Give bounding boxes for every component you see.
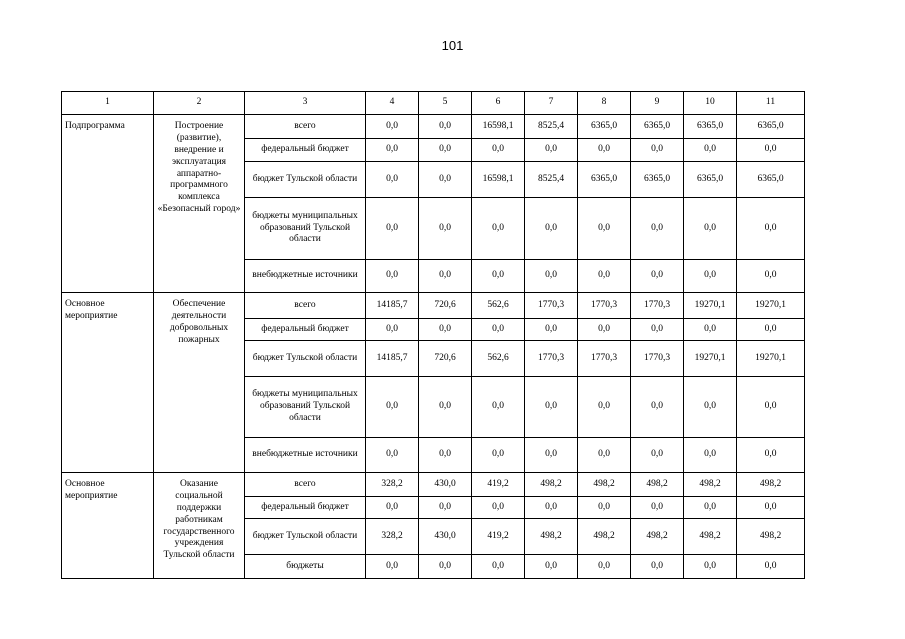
table-row [62, 473, 805, 497]
funding-source-cell: внебюджетные источники [245, 438, 366, 473]
value-cell: 720,6 [419, 293, 472, 319]
value-cell: 0,0 [472, 319, 525, 341]
value-cell: 498,2 [525, 473, 578, 497]
value-cell: 430,0 [419, 519, 472, 555]
column-header: 4 [366, 92, 419, 115]
value-cell: 0,0 [472, 377, 525, 438]
value-cell: 0,0 [578, 319, 631, 341]
value-cell: 0,0 [525, 377, 578, 438]
value-cell: 6365,0 [578, 162, 631, 198]
value-cell: 562,6 [472, 293, 525, 319]
value-cell: 16598,1 [472, 115, 525, 139]
value-cell: 0,0 [737, 377, 805, 438]
value-cell: 328,2 [366, 519, 419, 555]
value-cell: 1770,3 [578, 293, 631, 319]
column-header: 11 [737, 92, 805, 115]
funding-source-cell: внебюджетные источники [245, 260, 366, 293]
funding-source-cell: всего [245, 293, 366, 319]
table-header-row [62, 92, 805, 115]
value-cell: 1770,3 [525, 293, 578, 319]
value-cell: 0,0 [684, 377, 737, 438]
value-cell: 16598,1 [472, 162, 525, 198]
value-cell: 0,0 [419, 198, 472, 260]
column-header: 7 [525, 92, 578, 115]
value-cell: 0,0 [631, 139, 684, 162]
value-cell: 0,0 [631, 319, 684, 341]
value-cell: 0,0 [472, 198, 525, 260]
value-cell: 0,0 [684, 198, 737, 260]
funding-source-cell: бюджеты муниципальных образований Тульской области [245, 198, 366, 260]
funding-source-cell: бюджеты муниципальных образований Тульской области [245, 377, 366, 438]
value-cell: 0,0 [684, 438, 737, 473]
funding-source-cell: федеральный бюджет [245, 497, 366, 519]
value-cell: 328,2 [366, 473, 419, 497]
value-cell: 1770,3 [578, 341, 631, 377]
value-cell: 0,0 [737, 198, 805, 260]
value-cell: 8525,4 [525, 162, 578, 198]
value-cell: 0,0 [578, 497, 631, 519]
value-cell: 498,2 [684, 519, 737, 555]
value-cell: 498,2 [737, 519, 805, 555]
funding-source-cell: бюджет Тульской области [245, 341, 366, 377]
value-cell: 430,0 [419, 473, 472, 497]
value-cell: 0,0 [578, 377, 631, 438]
value-cell: 498,2 [578, 519, 631, 555]
value-cell: 0,0 [472, 260, 525, 293]
value-cell: 14185,7 [366, 293, 419, 319]
program-type-cell: Подпрограмма [62, 115, 154, 293]
value-cell: 720,6 [419, 341, 472, 377]
funding-source-cell: всего [245, 473, 366, 497]
value-cell: 1770,3 [631, 341, 684, 377]
value-cell: 498,2 [737, 473, 805, 497]
value-cell: 0,0 [366, 497, 419, 519]
value-cell: 0,0 [419, 260, 472, 293]
value-cell: 19270,1 [684, 293, 737, 319]
value-cell: 0,0 [419, 319, 472, 341]
value-cell: 0,0 [419, 497, 472, 519]
value-cell: 0,0 [525, 438, 578, 473]
value-cell: 498,2 [631, 473, 684, 497]
value-cell: 0,0 [578, 139, 631, 162]
value-cell: 0,0 [472, 139, 525, 162]
value-cell: 0,0 [472, 555, 525, 579]
value-cell: 0,0 [684, 555, 737, 579]
value-cell: 0,0 [737, 139, 805, 162]
value-cell: 1770,3 [525, 341, 578, 377]
table-row [62, 293, 805, 319]
value-cell: 6365,0 [684, 115, 737, 139]
value-cell: 0,0 [684, 139, 737, 162]
funding-source-cell: бюджет Тульской области [245, 519, 366, 555]
page-number: 101 [441, 38, 464, 53]
value-cell: 6365,0 [631, 115, 684, 139]
value-cell: 19270,1 [737, 341, 805, 377]
budget-table [61, 91, 805, 579]
value-cell: 19270,1 [684, 341, 737, 377]
value-cell: 0,0 [419, 377, 472, 438]
funding-source-cell: бюджеты [245, 555, 366, 579]
value-cell: 19270,1 [737, 293, 805, 319]
value-cell: 6365,0 [578, 115, 631, 139]
program-type-cell: Основное мероприятие [62, 293, 154, 473]
program-name-cell: Оказание социальной поддержки работникам государственного учреждения Тульской области [154, 473, 245, 579]
value-cell: 0,0 [366, 139, 419, 162]
program-name-cell: Обеспечение деятельности добровольных пожарных [154, 293, 245, 473]
value-cell: 0,0 [737, 555, 805, 579]
value-cell: 0,0 [631, 497, 684, 519]
value-cell: 0,0 [631, 198, 684, 260]
value-cell: 0,0 [525, 198, 578, 260]
column-header: 6 [472, 92, 525, 115]
funding-source-cell: федеральный бюджет [245, 139, 366, 162]
value-cell: 419,2 [472, 519, 525, 555]
value-cell: 0,0 [366, 198, 419, 260]
value-cell: 0,0 [578, 555, 631, 579]
value-cell: 0,0 [366, 115, 419, 139]
value-cell: 0,0 [525, 260, 578, 293]
column-header: 1 [62, 92, 154, 115]
value-cell: 0,0 [578, 260, 631, 293]
value-cell: 0,0 [631, 555, 684, 579]
value-cell: 0,0 [525, 497, 578, 519]
value-cell: 6365,0 [684, 162, 737, 198]
value-cell: 0,0 [525, 139, 578, 162]
column-header: 5 [419, 92, 472, 115]
value-cell: 0,0 [472, 438, 525, 473]
value-cell: 0,0 [419, 438, 472, 473]
value-cell: 0,0 [419, 162, 472, 198]
value-cell: 6365,0 [737, 162, 805, 198]
value-cell: 0,0 [472, 497, 525, 519]
value-cell: 1770,3 [631, 293, 684, 319]
program-type-cell: Основное мероприятие [62, 473, 154, 579]
value-cell: 0,0 [366, 438, 419, 473]
value-cell: 0,0 [366, 555, 419, 579]
program-name-cell: Построение (развитие), внедрение и эксплуатация аппаратно-программного комплекса «Безопасный город» [154, 115, 245, 293]
value-cell: 0,0 [419, 115, 472, 139]
column-header: 3 [245, 92, 366, 115]
value-cell: 0,0 [631, 260, 684, 293]
value-cell: 498,2 [631, 519, 684, 555]
value-cell: 8525,4 [525, 115, 578, 139]
value-cell: 14185,7 [366, 341, 419, 377]
value-cell: 0,0 [419, 555, 472, 579]
value-cell: 562,6 [472, 341, 525, 377]
value-cell: 0,0 [684, 319, 737, 341]
value-cell: 0,0 [737, 260, 805, 293]
value-cell: 0,0 [366, 377, 419, 438]
value-cell: 0,0 [684, 497, 737, 519]
column-header: 9 [631, 92, 684, 115]
value-cell: 0,0 [578, 438, 631, 473]
funding-source-cell: бюджет Тульской области [245, 162, 366, 198]
funding-source-cell: федеральный бюджет [245, 319, 366, 341]
value-cell: 0,0 [737, 497, 805, 519]
value-cell: 0,0 [737, 319, 805, 341]
value-cell: 0,0 [684, 260, 737, 293]
value-cell: 498,2 [578, 473, 631, 497]
funding-source-cell: всего [245, 115, 366, 139]
value-cell: 0,0 [366, 162, 419, 198]
value-cell: 0,0 [631, 377, 684, 438]
value-cell: 0,0 [578, 198, 631, 260]
value-cell: 0,0 [631, 438, 684, 473]
value-cell: 419,2 [472, 473, 525, 497]
value-cell: 0,0 [366, 319, 419, 341]
table-row [62, 115, 805, 139]
value-cell: 498,2 [684, 473, 737, 497]
value-cell: 0,0 [419, 139, 472, 162]
column-header: 2 [154, 92, 245, 115]
value-cell: 0,0 [525, 555, 578, 579]
value-cell: 0,0 [525, 319, 578, 341]
value-cell: 6365,0 [737, 115, 805, 139]
value-cell: 0,0 [737, 438, 805, 473]
column-header: 10 [684, 92, 737, 115]
value-cell: 6365,0 [631, 162, 684, 198]
value-cell: 498,2 [525, 519, 578, 555]
value-cell: 0,0 [366, 260, 419, 293]
column-header: 8 [578, 92, 631, 115]
